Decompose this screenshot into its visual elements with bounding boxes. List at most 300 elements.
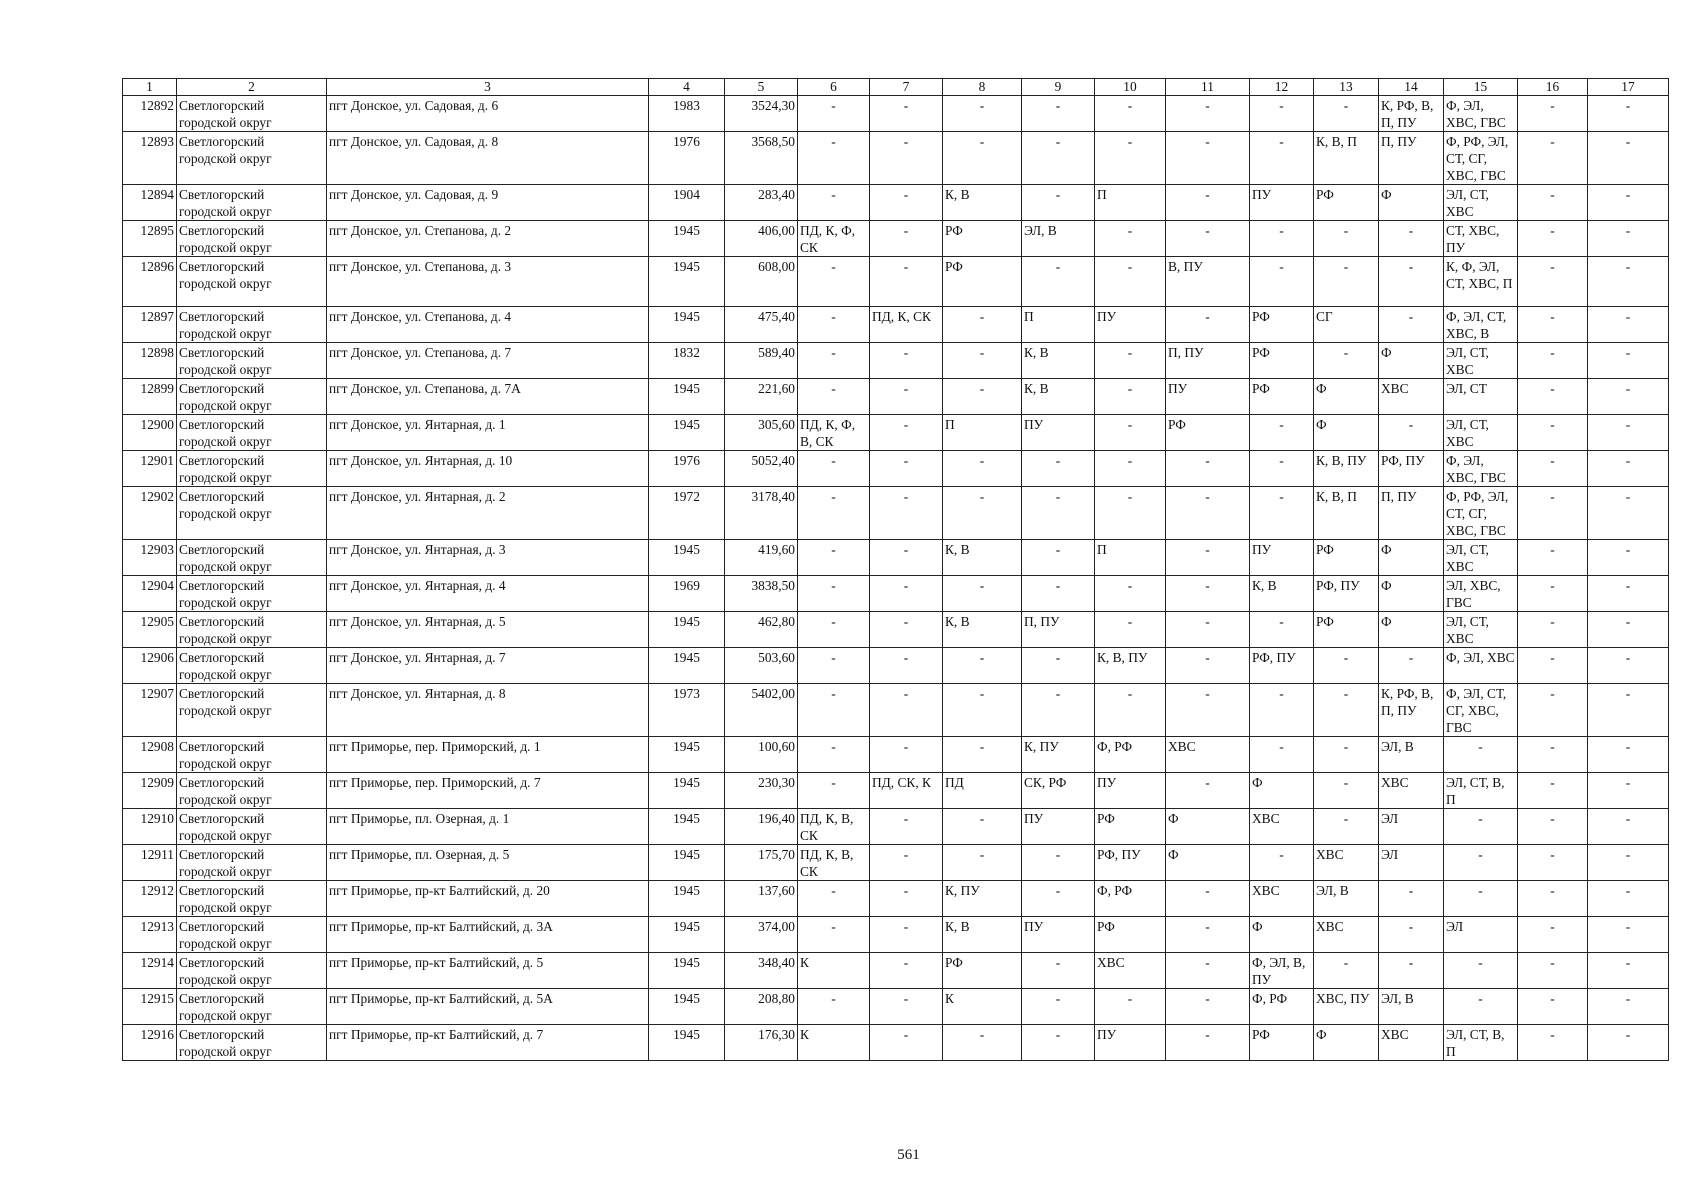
table-cell: ХВС [1379,379,1444,415]
table-cell: - [943,451,1022,487]
table-cell: пгт Приморье, пр-кт Балтийский, д. 5 [327,953,649,989]
table-cell: СТ, ХВС, ПУ [1444,221,1518,257]
table-cell: К, В, ПУ [1314,451,1379,487]
table-row [123,773,1669,809]
table-row [123,379,1669,415]
table-cell: - [1588,487,1669,540]
table-cell: РФ [1314,185,1379,221]
table-cell: - [1588,684,1669,737]
table-cell: - [1095,379,1166,415]
table-cell: Светлогорский городской округ [177,809,327,845]
table-cell: Ф [1166,809,1250,845]
table-cell: - [943,845,1022,881]
table-cell: 503,60 [725,648,798,684]
table-cell: 1832 [649,343,725,379]
table-cell: РФ [943,221,1022,257]
table-cell: - [1588,221,1669,257]
table-cell: - [1166,917,1250,953]
table-cell: - [1022,257,1095,307]
table-cell: - [798,684,870,737]
table-cell: РФ, ПУ [1095,845,1166,881]
table-cell: пгт Приморье, пр-кт Балтийский, д. 7 [327,1025,649,1061]
table-cell: - [1166,307,1250,343]
table-cell: пгт Донское, ул. Садовая, д. 9 [327,185,649,221]
table-cell: К [798,953,870,989]
table-cell: - [1250,96,1314,132]
table-cell: ПД, К, В, СК [798,809,870,845]
table-cell: 406,00 [725,221,798,257]
table-cell: - [1250,221,1314,257]
table-cell: 12895 [123,221,177,257]
table-cell: - [1314,737,1379,773]
table-cell: пгт Донское, ул. Янтарная, д. 4 [327,576,649,612]
table-cell: - [1444,809,1518,845]
table-cell: - [1518,221,1588,257]
table-cell: Светлогорский городской округ [177,415,327,451]
table-cell: - [1588,845,1669,881]
table-cell: Светлогорский городской округ [177,612,327,648]
table-cell: 221,60 [725,379,798,415]
table-cell: 12900 [123,415,177,451]
table-cell: пгт Донское, ул. Степанова, д. 3 [327,257,649,307]
table-cell: - [1588,379,1669,415]
table-cell: - [1166,221,1250,257]
table-row [123,953,1669,989]
table-row [123,487,1669,540]
table-cell: 462,80 [725,612,798,648]
table-cell: Ф, ЭЛ, ХВС, ГВС [1444,96,1518,132]
table-cell: 608,00 [725,257,798,307]
table-cell: Ф [1379,540,1444,576]
table-cell: пгт Донское, ул. Степанова, д. 2 [327,221,649,257]
table-cell: 1945 [649,612,725,648]
table-cell: - [1518,132,1588,185]
table-cell: Светлогорский городской округ [177,221,327,257]
table-cell: - [943,648,1022,684]
table-cell: ЭЛ, СТ, ХВС [1444,185,1518,221]
table-cell: 1904 [649,185,725,221]
table-cell: 12892 [123,96,177,132]
table-cell: 208,80 [725,989,798,1025]
table-cell: - [1518,257,1588,307]
page-number: 561 [897,1147,920,1163]
table-cell: - [1250,845,1314,881]
table-cell: - [870,379,943,415]
table-cell: - [1166,132,1250,185]
table-cell: К, В [1022,343,1095,379]
table-cell: - [870,415,943,451]
table-cell: - [870,881,943,917]
table-row [123,881,1669,917]
register-table [122,78,1669,1061]
table-cell: ЭЛ [1379,809,1444,845]
table-cell: ХВС [1095,953,1166,989]
table-cell: ПУ [1095,773,1166,809]
table-cell: - [1518,576,1588,612]
table-cell: - [1518,1025,1588,1061]
table-cell: Светлогорский городской округ [177,257,327,307]
table-cell: - [870,343,943,379]
table-cell: Светлогорский городской округ [177,379,327,415]
table-cell: 3178,40 [725,487,798,540]
table-cell: - [798,185,870,221]
table-cell: ЭЛ, В [1379,737,1444,773]
table-cell: - [1095,684,1166,737]
table-cell: Ф [1250,917,1314,953]
table-cell: Ф, ЭЛ, СТ, СГ, ХВС, ГВС [1444,684,1518,737]
table-cell: - [798,737,870,773]
table-cell: 1945 [649,881,725,917]
table-cell: РФ [1250,307,1314,343]
table-cell: - [1095,612,1166,648]
table-cell: РФ [1314,540,1379,576]
column-header: 1 [123,79,177,96]
table-cell: - [798,343,870,379]
table-cell: РФ, ПУ [1314,576,1379,612]
table-cell: РФ [1314,612,1379,648]
table-cell: 3524,30 [725,96,798,132]
table-cell: - [1166,953,1250,989]
column-header: 12 [1250,79,1314,96]
table-cell: - [798,989,870,1025]
table-cell: пгт Приморье, пл. Озерная, д. 1 [327,809,649,845]
table-cell: 1945 [649,773,725,809]
table-cell: 1983 [649,96,725,132]
table-cell: Светлогорский городской округ [177,773,327,809]
table-cell: - [870,540,943,576]
table-cell: Светлогорский городской округ [177,737,327,773]
table-cell: - [943,379,1022,415]
table-cell: 1945 [649,845,725,881]
table-row [123,307,1669,343]
table-cell: Светлогорский городской округ [177,576,327,612]
table-cell: 1945 [649,540,725,576]
table-cell: 348,40 [725,953,798,989]
table-cell: К, В, П [1314,132,1379,185]
table-cell: РФ, ПУ [1379,451,1444,487]
table-cell: 12897 [123,307,177,343]
table-cell: К, РФ, В, П, ПУ [1379,684,1444,737]
table-cell: 374,00 [725,917,798,953]
table-cell: ХВС, ПУ [1314,989,1379,1025]
table-cell: Ф [1379,185,1444,221]
table-cell: - [1250,612,1314,648]
table-row [123,451,1669,487]
table-cell: - [1314,343,1379,379]
table-cell: - [1250,132,1314,185]
table-cell: ПУ [1022,809,1095,845]
table-cell: - [870,684,943,737]
table-cell: 1945 [649,648,725,684]
table-cell: - [798,487,870,540]
table-cell: - [870,1025,943,1061]
table-cell: - [870,487,943,540]
table-cell: К, В [943,540,1022,576]
table-cell: 12911 [123,845,177,881]
table-cell: - [1518,612,1588,648]
table-cell: ПУ [1095,307,1166,343]
table-cell: - [1588,612,1669,648]
table-cell: - [798,540,870,576]
table-cell: 3568,50 [725,132,798,185]
table-cell: пгт Приморье, пер. Приморский, д. 7 [327,773,649,809]
table-cell: - [1379,648,1444,684]
table-cell: - [1588,881,1669,917]
table-cell: - [1314,809,1379,845]
table-cell: - [1588,773,1669,809]
table-cell: 12893 [123,132,177,185]
table-cell: - [1588,917,1669,953]
table-cell: пгт Приморье, пр-кт Балтийский, д. 20 [327,881,649,917]
table-cell: - [943,684,1022,737]
table-cell: К, В [943,185,1022,221]
table-cell: П, ПУ [1379,132,1444,185]
table-cell: ЭЛ, ХВС, ГВС [1444,576,1518,612]
table-cell: пгт Приморье, пер. Приморский, д. 1 [327,737,649,773]
table-row [123,576,1669,612]
table-cell: - [1095,257,1166,307]
table-cell: 12899 [123,379,177,415]
table-row [123,684,1669,737]
table-cell: - [1095,96,1166,132]
table-cell: - [870,612,943,648]
table-cell: Ф, РФ, ЭЛ, СТ, СГ, ХВС, ГВС [1444,487,1518,540]
table-cell: - [870,451,943,487]
table-cell: - [1518,415,1588,451]
table-cell: К, В [943,917,1022,953]
table-cell: - [1588,307,1669,343]
table-row [123,343,1669,379]
table-cell: - [1314,773,1379,809]
table-row [123,257,1669,307]
table-body [123,96,1669,1061]
table-cell: - [1250,415,1314,451]
table-cell: 3838,50 [725,576,798,612]
table-cell: П [1095,185,1166,221]
table-cell: пгт Донское, ул. Янтарная, д. 7 [327,648,649,684]
table-cell: Ф [1379,343,1444,379]
table-cell: - [1588,96,1669,132]
table-cell: Ф [1379,612,1444,648]
table-cell: РФ [1250,379,1314,415]
table-cell: - [1588,540,1669,576]
table-cell: 283,40 [725,185,798,221]
table-cell: - [870,96,943,132]
table-cell: РФ [1166,415,1250,451]
table-cell: - [1379,307,1444,343]
table-cell: - [870,845,943,881]
table-cell: - [1588,1025,1669,1061]
table-cell: ЭЛ, В [1379,989,1444,1025]
table-cell: Ф, ЭЛ, ХВС, ГВС [1444,451,1518,487]
table-cell: П [1095,540,1166,576]
table-cell: Ф [1250,773,1314,809]
table-cell: - [798,257,870,307]
table-cell: Ф [1314,1025,1379,1061]
table-cell: - [1588,415,1669,451]
table-cell: - [870,648,943,684]
table-cell: ЭЛ, СТ [1444,379,1518,415]
table-cell: - [798,881,870,917]
table-cell: Светлогорский городской округ [177,881,327,917]
table-cell: Ф [1166,845,1250,881]
table-cell: - [798,773,870,809]
table-cell: 12912 [123,881,177,917]
table-cell: К [943,989,1022,1025]
table-cell: - [1314,648,1379,684]
table-cell: Светлогорский городской округ [177,989,327,1025]
table-cell: - [1166,96,1250,132]
table-cell: - [1518,773,1588,809]
table-cell: - [798,648,870,684]
table-cell: Ф, ЭЛ, СТ, ХВС, В [1444,307,1518,343]
table-cell: - [1379,917,1444,953]
table-cell: К, В [1022,379,1095,415]
table-cell: Светлогорский городской округ [177,917,327,953]
table-cell: ЭЛ, СТ, В, П [1444,1025,1518,1061]
table-cell: 305,60 [725,415,798,451]
table-cell: 1945 [649,307,725,343]
table-cell: РФ [1095,809,1166,845]
table-cell: - [943,307,1022,343]
table-cell: пгт Донское, ул. Янтарная, д. 5 [327,612,649,648]
table-cell: - [1022,540,1095,576]
table-cell: - [1314,684,1379,737]
table-cell: - [1588,648,1669,684]
table-cell: П, ПУ [1166,343,1250,379]
table-cell: пгт Донское, ул. Садовая, д. 6 [327,96,649,132]
table-cell: - [1022,96,1095,132]
table-cell: П, ПУ [1379,487,1444,540]
table-cell: - [1588,737,1669,773]
table-cell: - [1518,540,1588,576]
table-cell: 196,40 [725,809,798,845]
table-cell: - [943,96,1022,132]
table-cell: - [798,917,870,953]
table-cell: 12896 [123,257,177,307]
table-cell: ПУ [1095,1025,1166,1061]
table-cell: - [1022,684,1095,737]
table-cell: - [1379,257,1444,307]
table-cell: 589,40 [725,343,798,379]
table-cell: - [1588,576,1669,612]
table-cell: 12907 [123,684,177,737]
table-cell: 12913 [123,917,177,953]
table-cell: 12908 [123,737,177,773]
table-cell: пгт Приморье, пр-кт Балтийский, д. 5А [327,989,649,1025]
table-cell: - [1022,185,1095,221]
table-cell: Светлогорский городской округ [177,185,327,221]
table-cell: - [1095,221,1166,257]
table-cell: Светлогорский городской округ [177,451,327,487]
table-row [123,96,1669,132]
table-cell: - [1314,257,1379,307]
table-cell: 12914 [123,953,177,989]
table-cell: - [1166,185,1250,221]
table-cell: - [1166,648,1250,684]
column-header: 17 [1588,79,1669,96]
table-cell: ЭЛ, СТ, ХВС [1444,343,1518,379]
table-cell: пгт Донское, ул. Янтарная, д. 10 [327,451,649,487]
table-cell: - [870,257,943,307]
table-cell: - [1444,737,1518,773]
table-cell: - [1518,96,1588,132]
table-cell: - [1166,1025,1250,1061]
table-cell: Светлогорский городской округ [177,540,327,576]
table-cell: Ф, ЭЛ, В, ПУ [1250,953,1314,989]
table-cell: ПД [943,773,1022,809]
table-cell: 1945 [649,989,725,1025]
table-cell: 176,30 [725,1025,798,1061]
table-cell: пгт Донское, ул. Янтарная, д. 3 [327,540,649,576]
table-cell: РФ, ПУ [1250,648,1314,684]
table-cell: - [1250,487,1314,540]
table-cell: пгт Донское, ул. Янтарная, д. 1 [327,415,649,451]
table-cell: 5052,40 [725,451,798,487]
table-cell: РФ [943,953,1022,989]
table-cell: Ф, РФ, ЭЛ, СТ, СГ, ХВС, ГВС [1444,132,1518,185]
table-cell: - [1379,953,1444,989]
table-cell: - [1379,221,1444,257]
table-cell: ПУ [1250,185,1314,221]
table-cell: ПУ [1022,415,1095,451]
table-row [123,540,1669,576]
table-cell: - [1166,540,1250,576]
table-cell: Светлогорский городской округ [177,307,327,343]
table-cell: - [1518,379,1588,415]
table-cell: 175,70 [725,845,798,881]
table-cell: пгт Донское, ул. Янтарная, д. 8 [327,684,649,737]
table-cell: - [798,132,870,185]
table-cell: - [1250,684,1314,737]
table-row [123,185,1669,221]
table-row [123,415,1669,451]
table-cell: - [870,953,943,989]
table-cell: пгт Донское, ул. Степанова, д. 7 [327,343,649,379]
table-cell: К [798,1025,870,1061]
table-cell: - [1095,487,1166,540]
table-cell: - [798,451,870,487]
table-cell: - [798,379,870,415]
table-cell: ПУ [1166,379,1250,415]
column-header: 8 [943,79,1022,96]
table-cell: 12901 [123,451,177,487]
table-cell: Светлогорский городской округ [177,648,327,684]
table-cell: Светлогорский городской округ [177,487,327,540]
table-cell: - [1379,415,1444,451]
table-cell: пгт Приморье, пр-кт Балтийский, д. 3А [327,917,649,953]
table-cell: 475,40 [725,307,798,343]
table-cell: Светлогорский городской округ [177,96,327,132]
table-cell: - [943,809,1022,845]
table-cell: 1976 [649,132,725,185]
table-cell: - [798,307,870,343]
table-cell: пгт Приморье, пл. Озерная, д. 5 [327,845,649,881]
table-cell: - [1022,576,1095,612]
table-cell: Ф, ЭЛ, ХВС [1444,648,1518,684]
table-cell: 1945 [649,415,725,451]
table-cell: - [1095,451,1166,487]
column-header: 3 [327,79,649,96]
table-cell: 137,60 [725,881,798,917]
table-cell: - [943,576,1022,612]
table-cell: - [1022,132,1095,185]
table-cell: - [1518,343,1588,379]
table-cell: - [798,612,870,648]
table-cell: 1945 [649,953,725,989]
table-cell: - [1166,487,1250,540]
table-cell: 12902 [123,487,177,540]
